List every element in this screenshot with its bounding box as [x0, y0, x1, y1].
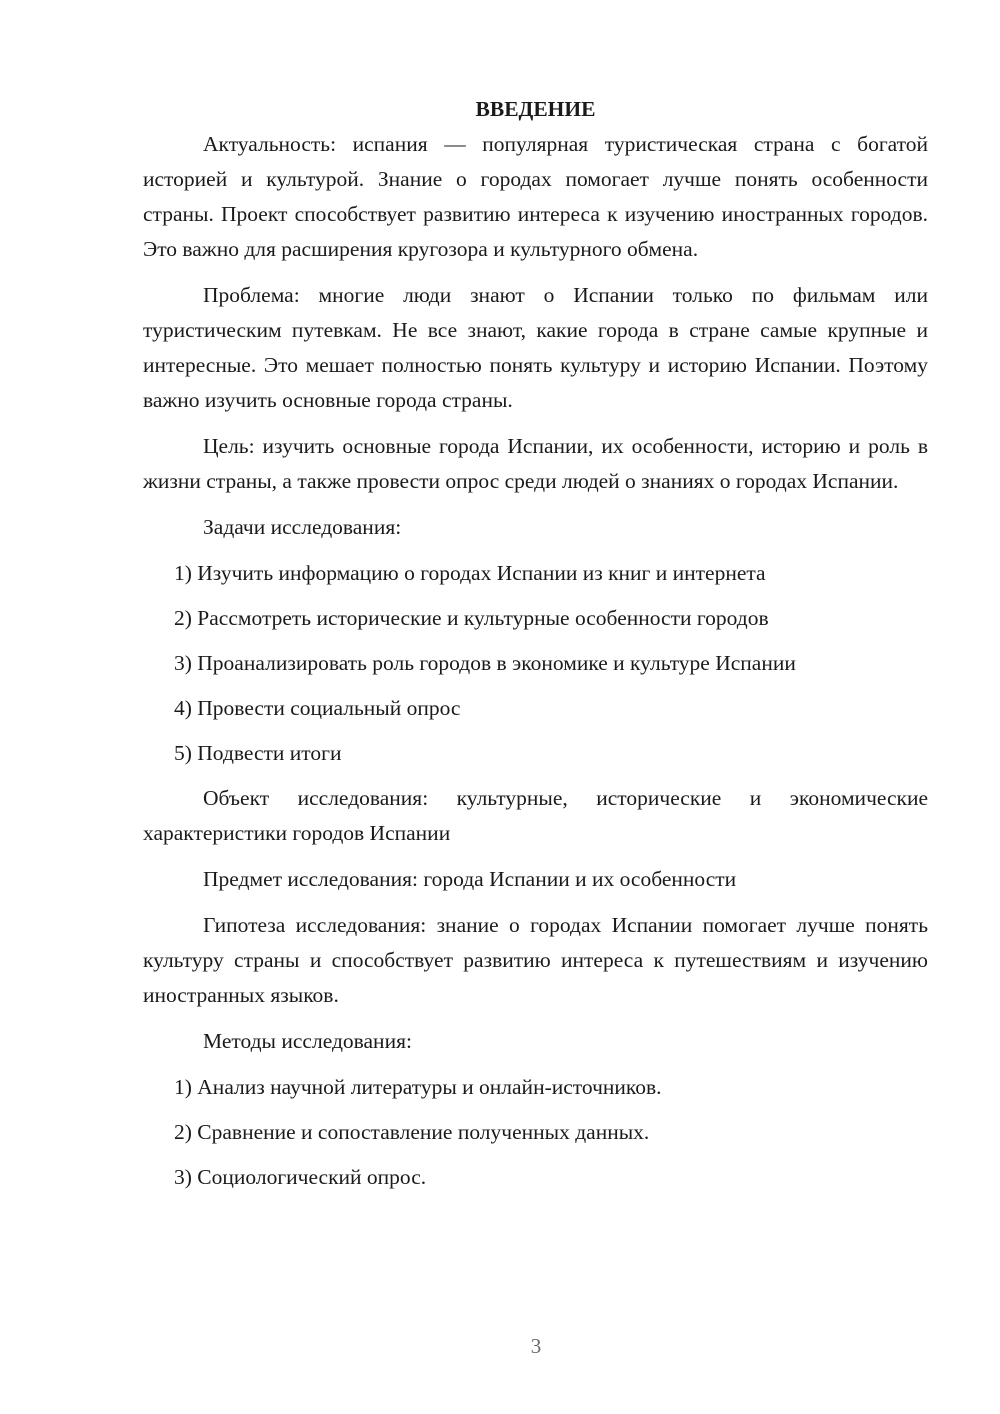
task-item: 4) Провести социальный опрос — [174, 696, 461, 720]
page-title: ВВЕДЕНИЕ — [475, 97, 596, 121]
subject-paragraph: Предмет исследования: города Испании и их особенности — [203, 867, 737, 891]
page-number: 3 — [530, 1334, 542, 1358]
method-item: 3) Социологический опрос. — [174, 1165, 427, 1189]
problem-paragraph: Проблема: многие люди знают о Испании только по фильмам или туристическим путевкам. Не все знают, какие города в стране самые крупные и интересные. Это мешает полностью понять культуру и историю Испании. Поэтому важно изучить основные города страны. — [143, 283, 928, 412]
task-item: 1) Изучить информацию о городах Испании из книг и интернета — [174, 561, 766, 585]
hypothesis-paragraph: Гипотеза исследования: знание о городах Испании помогает лучше понять культуру страны и способствует развитию интереса к путешествиям и изучению иностранных языков. — [143, 913, 928, 1007]
goal-paragraph: Цель: изучить основные города Испании, их особенности, историю и роль в жизни страны, а также провести опрос среди людей о знаниях о городах Испании. — [143, 434, 928, 493]
tasks-heading: Задачи исследования: — [203, 515, 402, 539]
methods-heading: Методы исследования: — [203, 1029, 412, 1053]
task-item: 2) Рассмотреть исторические и культурные особенности городов — [174, 606, 769, 630]
relevance-paragraph: Актуальность: испания — популярная туристическая страна с богатой историей и культурой. Знание о городах помогает лучше понять особенности страны. Проект способствует развитию интереса к изучению иностранных городов. Это важно для расширения кругозора и культурного обмена. — [143, 132, 928, 261]
object-paragraph: Объект исследования: культурные, исторические и экономические характеристики городов Испании — [143, 786, 928, 845]
task-item: 5) Подвести итоги — [174, 741, 342, 765]
task-item: 3) Проанализировать роль городов в экономике и культуре Испании — [174, 651, 796, 675]
method-item: 2) Сравнение и сопоставление полученных данных. — [174, 1120, 650, 1144]
method-item: 1) Анализ научной литературы и онлайн-источников. — [174, 1075, 662, 1099]
document-page — [143, 92, 928, 1205]
